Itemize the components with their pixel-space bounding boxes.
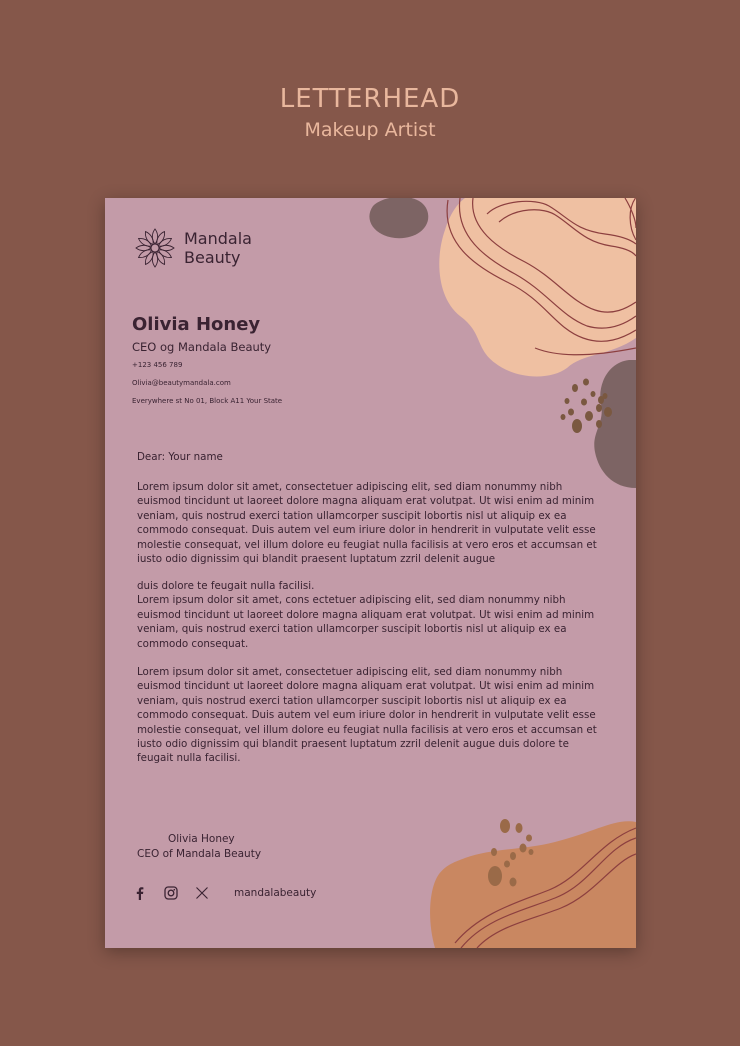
brand-logo — [133, 226, 252, 270]
instagram-icon[interactable] — [164, 886, 178, 900]
sender-phone: +123 456 789 — [132, 361, 183, 369]
letter-salutation: Dear: Your name — [137, 451, 223, 463]
mandala-icon — [133, 226, 177, 270]
dots-top — [561, 379, 613, 434]
page-subtitle: Makeup Artist — [304, 119, 436, 141]
letter-paragraph-1: Lorem ipsum dolor sit amet, consectetuer adipiscing elit, sed diam nonummy nibh euismod tincidunt ut laoreet dolore magna aliquam erat volutpat. Ut wisi enim ad minim veniam, quis nostrud exerci tation ullamcorper suscipit lobortis nisl ut aliquip ex ea commodo consequat. Duis autem vel eum iriure dolor in hendrerit in vulputate velit esse molestie consequat, vel illum dolore eu feugiat nulla facilisis at vero eros et accumsan et iusto odio dignissim qui blandit praesent luptatum zzril delenit augue — [137, 481, 597, 566]
letter-paragraph-2-line-1: duis dolore te feugait nulla facilisi. — [137, 580, 315, 592]
wavy-lines-bottom — [455, 828, 636, 948]
letter-paragraph-2-rest: Lorem ipsum dolor sit amet, cons ectetuer adipiscing elit, sed diam nonummy nibh euismod tincidunt ut laoreet dolore magna aliquam erat volutpat. Ut wisi enim ad minim veniam, quis nostrud exerci tation ullamcorper suscipit lobortis nisl ut aliquip ex ea commodo consequat. — [137, 594, 595, 650]
terracotta-blob-bottom — [430, 821, 636, 948]
brand-line-1: Mandala — [184, 229, 252, 248]
page-title: LETTERHEAD — [279, 84, 461, 114]
dark-blob-right — [594, 360, 636, 488]
social-links — [133, 886, 316, 900]
social-handle[interactable]: mandalabeauty — [234, 887, 317, 899]
sender-email: Olivia@beautymandala.com — [132, 379, 231, 387]
dark-blob-top — [369, 198, 428, 238]
sender-address: Everywhere st No 01, Block A11 Your State — [132, 397, 283, 405]
signature-block — [137, 832, 261, 861]
letterhead-sheet — [105, 198, 636, 948]
sender-role: CEO og Mandala Beauty — [132, 340, 272, 354]
facebook-icon[interactable] — [133, 886, 147, 900]
x-icon[interactable] — [195, 886, 209, 900]
brand-name — [184, 229, 252, 267]
signature-name: Olivia Honey — [168, 833, 235, 845]
letter-paragraph-3: Lorem ipsum dolor sit amet, consectetuer adipiscing elit, sed diam nonummy nibh euismod tincidunt ut laoreet dolore magna aliquam erat volutpat. Ut wisi enim ad minim veniam, quis nostrud exerci tation ullamcorper suscipit lobortis nisl ut aliquip ex ea commodo consequat. Duis autem vel eum iriure dolor in hendrerit in vulputate velit esse molestie consequat, vel illum dolore eu feugiat nulla facilisis at vero eros et accumsan et iusto odio dignissim qui blandit praesent luptatum zzril delenit augue duis dolore te feugait nulla facilisi. — [137, 666, 597, 765]
brand-line-2: Beauty — [184, 248, 241, 267]
sender-name: Olivia Honey — [132, 314, 261, 335]
signature-title: CEO of Mandala Beauty — [137, 847, 262, 860]
peach-blob-top — [439, 198, 636, 376]
dots-bottom — [488, 819, 534, 887]
wavy-lines-top — [447, 198, 636, 355]
letter-paragraph-2 — [137, 579, 607, 651]
